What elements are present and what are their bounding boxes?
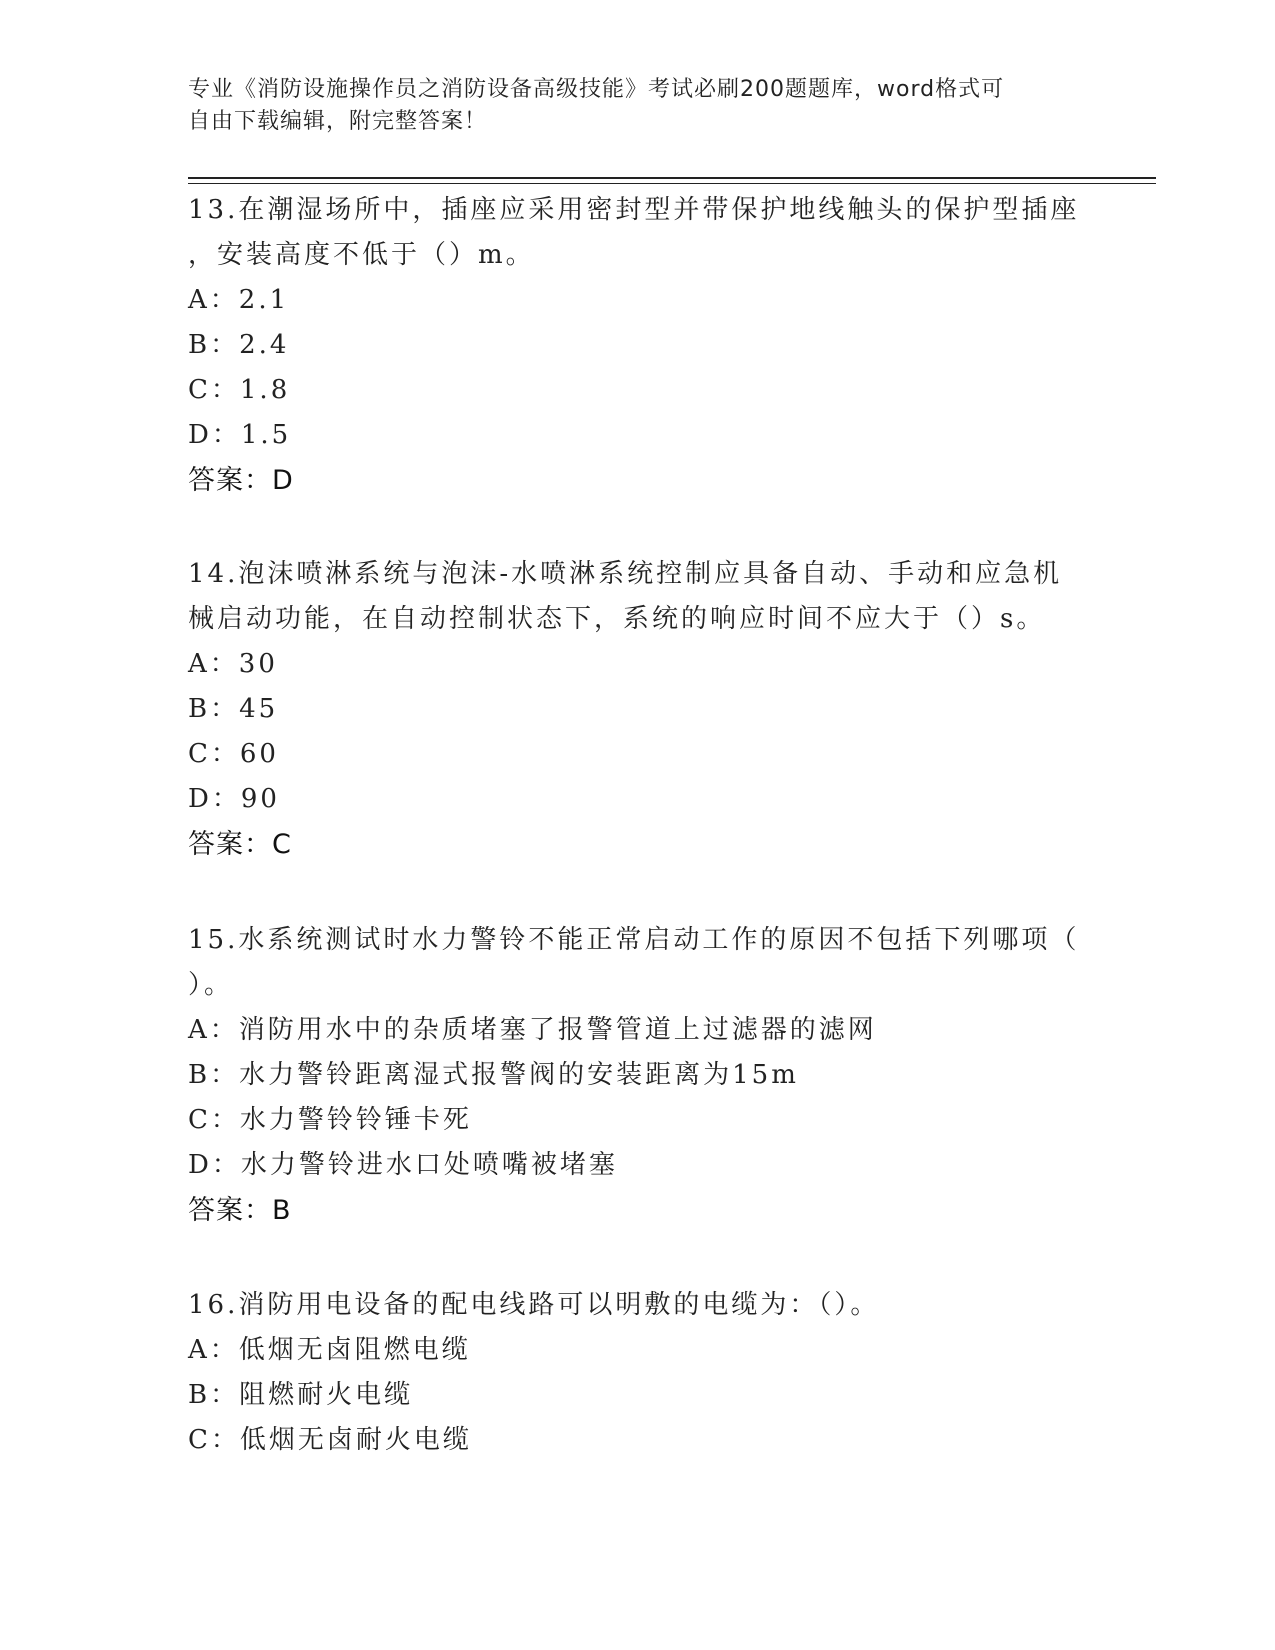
question-stem	[188, 188, 1088, 278]
header-divider-thin	[188, 183, 1156, 184]
question-13	[188, 188, 1088, 503]
option-b: B：水力警铃距离湿式报警阀的安装距离为15m	[188, 1060, 799, 1090]
question-stem-line: 13.在潮湿场所中，插座应采用密封型并带保护地线触头的保护型插座	[188, 195, 1080, 225]
question-stem-line: 械启动功能，在自动控制状态下，系统的响应时间不应大于（）s。	[188, 604, 1046, 634]
answer-label: 答案：B	[188, 1195, 292, 1226]
question-stem-line: 16.消防用电设备的配电线路可以明敷的电缆为：（）。	[188, 1290, 880, 1320]
option-d: D：90	[188, 784, 280, 814]
answer-label: 答案：C	[188, 829, 292, 860]
header-divider-thick	[188, 177, 1156, 179]
header-line-1: 专业《消防设施操作员之消防设备高级技能》考试必刷200题题库，word格式可	[188, 77, 1005, 102]
option-b: B：阻燃耐火电缆	[188, 1380, 414, 1410]
question-stem-line: ，安装高度不低于（）m。	[188, 240, 535, 270]
option-b: B：45	[188, 694, 279, 724]
option-a: A：30	[188, 649, 278, 679]
option-a: A：低烟无卤阻燃电缆	[188, 1335, 471, 1365]
answer-label: 答案：D	[188, 465, 294, 496]
question-stem	[188, 918, 1088, 1008]
question-stem-line: 15.水系统测试时水力警铃不能正常启动工作的原因不包括下列哪项（	[188, 925, 1080, 955]
question-15	[188, 918, 1088, 1233]
document-header	[188, 74, 1088, 138]
option-d: D：水力警铃进水口处喷嘴被堵塞	[188, 1150, 618, 1180]
header-line-2: 自由下载编辑，附完整答案！	[188, 109, 488, 134]
question-stem	[188, 552, 1088, 642]
question-stem	[188, 1283, 1088, 1328]
question-14	[188, 552, 1088, 867]
option-c: C：60	[188, 739, 279, 769]
option-a: A：消防用水中的杂质堵塞了报警管道上过滤器的滤网	[188, 1015, 877, 1045]
option-c: C：1.8	[188, 375, 291, 405]
option-b: B：2.4	[188, 330, 290, 360]
option-c: C：水力警铃铃锤卡死	[188, 1105, 472, 1135]
option-c: C：低烟无卤耐火电缆	[188, 1425, 472, 1455]
question-stem-line: ）。	[188, 970, 234, 1000]
option-d: D：1.5	[188, 420, 292, 450]
question-stem-line: 14.泡沫喷淋系统与泡沫-水喷淋系统控制应具备自动、手动和应急机	[188, 559, 1063, 589]
question-16	[188, 1283, 1088, 1463]
option-a: A：2.1	[188, 285, 290, 315]
